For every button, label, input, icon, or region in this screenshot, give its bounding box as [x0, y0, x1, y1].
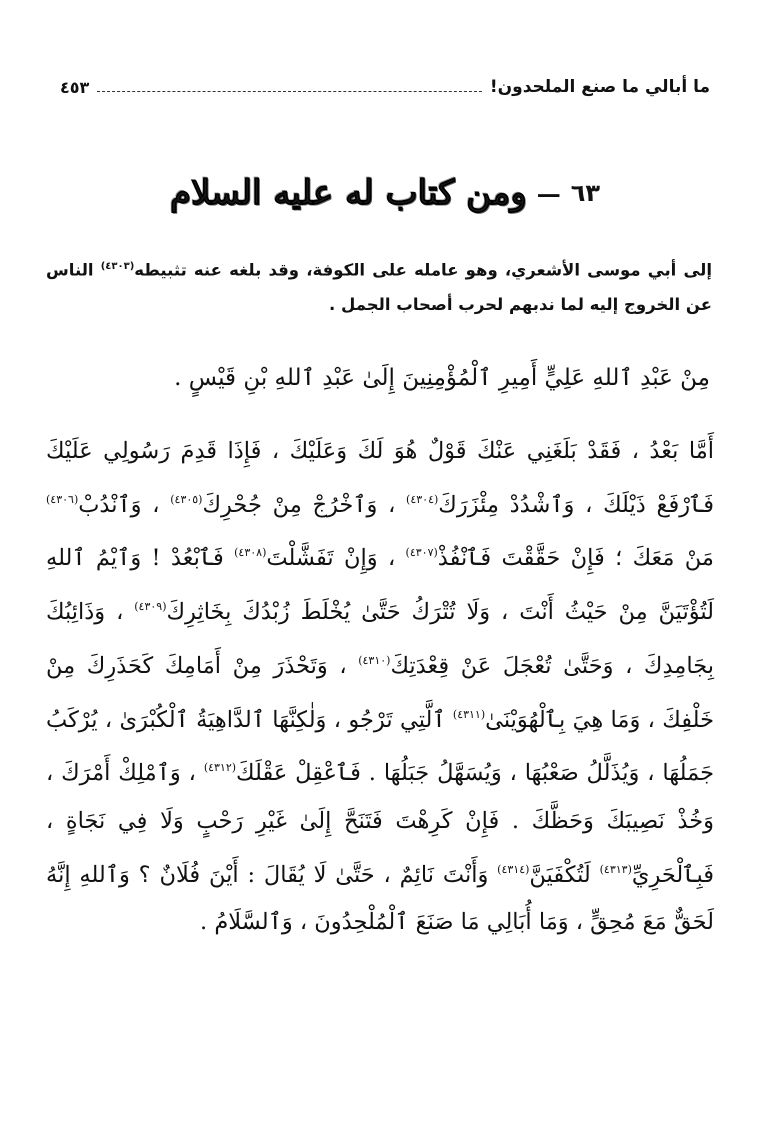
- body-segment: مَنْ مَعَكَ ؛ فَإِنْ حَقَّقْتَ فَٱنْفُذْ: [437, 545, 714, 572]
- body-segment: ، وَذَائِبُكَ بِجَامِدِكَ ، وَحَتَّىٰ تُعْجَلَ عَنْ قِعْدَتِكَ: [46, 599, 714, 679]
- body-segment: وَأَنْتَ نَائِمٌ ، حَتَّىٰ لَا يُقَالَ : أَيْنَ فُلَانٌ ؟ وَٱللهِ إِنَّهُ لَحَقٌّ مَعَ مُحِقٍّ ، وَمَا أُبَالِي مَا صَنَعَ ٱلْمُلْحِدُونَ ، وَٱلسَّلَامُ .: [46, 861, 714, 936]
- letter-body: [46, 428, 714, 947]
- letter-opening: مِنْ عَبْدِ ٱللهِ عَلِيٍّ أَمِيرِ ٱلْمُؤْمِنِينَ إِلَىٰ عَبْدِ ٱللهِ بْنِ قَيْسٍ .: [174, 365, 710, 391]
- footnote-ref: (٤٣١٢): [203, 761, 237, 775]
- running-header: [60, 72, 710, 102]
- chapter-intro: [46, 250, 712, 322]
- chapter-number: ٦٣: [570, 179, 601, 207]
- body-segment: ، وَتَحْذَرَ مِنْ أَمَامِكَ كَحَذَرِكَ مِنْ خَلْفِكَ ، وَمَا هِيَ بِٱلْهُوَيْنَىٰ: [46, 652, 714, 733]
- body-segment: لَتُكْفَيَنَّ: [529, 861, 600, 888]
- footnote-ref: (٤٣٠٦): [46, 492, 79, 506]
- footnote-ref: (٤٣١٣): [599, 862, 632, 876]
- chapter-title-calligraphy: ومن كتاب له عليه السلام: [169, 173, 527, 213]
- heading-dash: —: [536, 178, 561, 208]
- footnote-ref: (٤٣١٤): [497, 862, 530, 876]
- footnote-ref: (٤٣١٠): [358, 653, 391, 667]
- body-segment: ، وَإِنْ تَفَشَّلْتَ: [266, 545, 406, 572]
- body-segment: ، وَٱمْلِكْ أَمْرَكَ ، وَخُذْ نَصِيبَكَ وَحَظَّكَ . فَإِنْ كَرِهْتَ فَتَنَحَّ إِلَىٰ غَيْرِ رَحْبٍ وَلَا فِي نَجَاةٍ ، فَبِٱلْحَرِيِّ: [46, 760, 714, 888]
- running-title: ما أبالي ما صنع الملحدون!: [489, 77, 710, 97]
- footnote-ref: (٤٣٠٤): [406, 492, 439, 506]
- footnote-ref: (٤٣١١): [452, 707, 486, 721]
- body-segment: ، وَٱنْدُبْ: [78, 491, 171, 518]
- body-segment: ٱلَّتِي تَرْجُو ، وَلٰكِنَّهَا ٱلدَّاهِيَةُ ٱلْكُبْرَىٰ ، يُرْكَبُ جَمَلُهَا ، وَيُذَلَّلُ صَعْبُهَا ، وَيُسَهَّلُ جَبَلُهَا . فَٱعْقِلْ عَقْلَكَ: [46, 706, 714, 787]
- body-segment: ، وَٱخْرُجْ مِنْ جُحْرِكَ: [202, 491, 407, 518]
- chapter-heading: [150, 168, 620, 218]
- header-rule: [97, 91, 482, 92]
- intro-text-1: إلى أبي موسى الأشعري، وهو عامله على الكوفة، وقد بلغه عنه تثبيطه: [134, 260, 713, 280]
- footnote-ref: (٤٣٠٥): [170, 492, 203, 506]
- footnote-ref: (٤٣٠٣): [100, 261, 135, 272]
- footnote-ref: (٤٣٠٨): [234, 546, 267, 560]
- intro-text-2: الناس عن الخروج إليه لما ندبهم لحرب أصحاب الجمل .: [46, 260, 712, 314]
- footnote-ref: (٤٣٠٧): [405, 546, 438, 560]
- body-segment: فَٱبْعُدْ ! وَٱيْمُ ٱللهِ لَتُؤْتَيَنَّ مِنْ حَيْثُ أَنْتَ ، وَلَا تُتْرَكُ حَتَّىٰ يُخْلَطَ زُبْدُكَ بِخَاثِرِكَ: [46, 545, 714, 626]
- body-segment: أَمَّا بَعْدُ ، فَقَدْ بَلَغَنِي عَنْكَ قَوْلٌ هُوَ لَكَ وَعَلَيْكَ ، فَإِذَا قَدِمَ رَسُولِي عَلَيْكَ فَٱرْفَعْ ذَيْلَكَ ، وَٱشْدُدْ مِئْزَرَكَ: [46, 438, 715, 518]
- footnote-ref: (٤٣٠٩): [134, 600, 167, 614]
- page-number: ٤٥٣: [60, 77, 90, 97]
